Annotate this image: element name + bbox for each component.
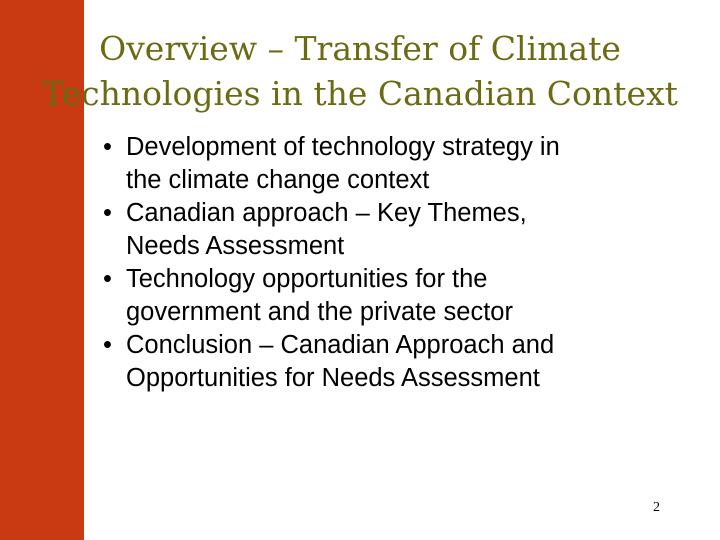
bullet-text-line-1: Development of technology strategy in <box>126 133 560 161</box>
bullet-text-line-2: Needs Assessment <box>126 232 345 260</box>
bullet-dot: • <box>103 199 112 227</box>
bullet-item-technology-opportunities <box>103 263 703 329</box>
bullet-text-line-2: the climate change context <box>126 166 430 194</box>
bullet-dot: • <box>103 133 112 161</box>
bullet-text-line-1: Technology opportunities for the <box>126 265 488 293</box>
bullet-text-line-2: government and the private sector <box>126 298 513 326</box>
bullet-dot: • <box>103 265 112 293</box>
bullet-item-technology-strategy <box>103 131 703 197</box>
slide-title-line-2: Technologies in the Canadian Context <box>42 74 678 113</box>
bullet-item-canadian-approach <box>103 197 703 263</box>
page-number: 2 <box>653 500 660 515</box>
bullet-text-line-1: Canadian approach – Key Themes, <box>126 199 527 227</box>
bullet-text-line-1: Conclusion – Canadian Approach and <box>126 331 555 359</box>
slide-title-line-1: Overview – Transfer of Climate <box>99 29 621 68</box>
bullet-list <box>103 131 703 395</box>
bullet-text-line-2: Opportunities for Needs Assessment <box>126 364 540 392</box>
slide-title <box>0 26 720 116</box>
bullet-item-conclusion <box>103 329 703 395</box>
bullet-dot: • <box>103 331 112 359</box>
